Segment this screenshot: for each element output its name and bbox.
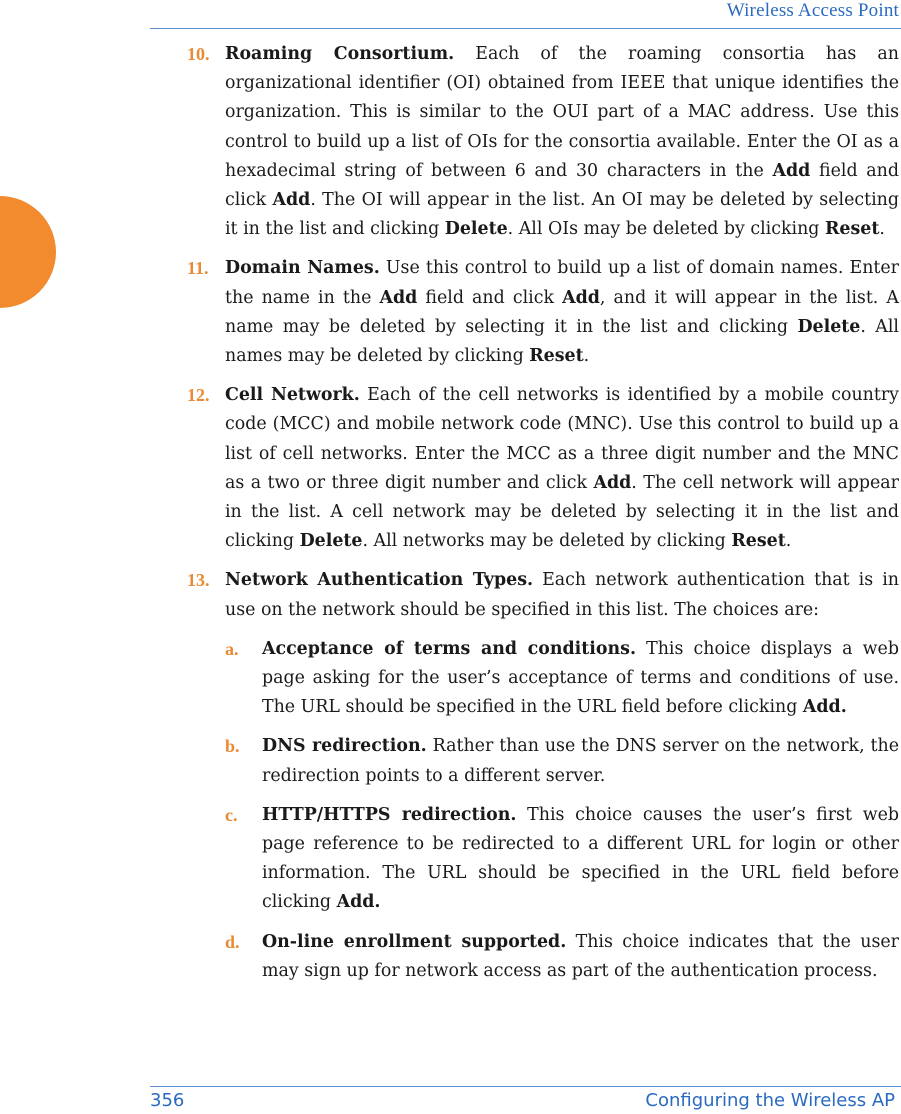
list-item [187,254,899,371]
sub-item-letter: d. [225,931,240,952]
running-header-title: Wireless Access Point [726,0,899,21]
sub-list-item [225,801,899,918]
list-item [187,381,899,556]
item-number: 10. [187,44,210,64]
text-run: field and click [417,287,563,308]
sub-item-paragraph [262,928,899,986]
text-run: Each network authentication that is in use on the network should be specified in this list. The choices are: [225,570,899,620]
sub-item-letter: b. [225,736,240,757]
bold-term: Acceptance of terms and conditions. [262,638,636,659]
bold-term: DNS redirection. [262,736,427,757]
sub-list-item [225,928,899,986]
bold-term: Roaming Consortium. [225,44,455,64]
bold-term: Domain Names. [225,258,380,279]
bold-term: Delete [444,219,508,240]
bold-term: Reset [824,219,880,240]
text-run: . [879,219,885,240]
text-run: Each of the roaming consortia has an organizational identifier (OI) obtained from IEEE that unique identifies the organization. This is similar to the OUI part of a MAC address. Use this control to build up a list of OIs for the consortia available. Enter the OI as a hexadecimal string of between 6 and 30 characters in the [225,44,899,181]
header-rule [150,28,901,29]
document-body [187,40,899,996]
bold-term: Add [272,190,311,211]
sub-item-paragraph [262,635,899,723]
list-item [187,566,899,986]
item-number: 13. [187,570,210,591]
bold-term: Add [772,160,811,181]
text-run: , and it will appear in the list. A name may be deleted by selecting it in the list and clicking [225,287,899,337]
sub-item-letter: c. [225,804,238,825]
text-run: . [583,346,590,367]
text-run: . All networks may be deleted by clicking [362,531,732,552]
text-run: Rather than use the DNS server on the network, the redirection points to a different server. [262,736,899,786]
text-run: This choice indicates that the user may sign up for network access as part of the authentication process. [262,931,899,981]
sub-item-letter: a. [225,638,239,659]
text-run: This choice displays a web page asking for the user’s acceptance of terms and conditions of use. The URL should be specified in the URL field before clicking [262,638,899,718]
bold-term: Add. [336,892,381,913]
bold-term: Add. [802,697,847,718]
item-paragraph [225,381,899,556]
bold-term: Add [593,472,632,493]
text-run: . [785,531,792,552]
list-item [187,40,899,244]
bold-term: Network Authentication Types. [225,570,534,591]
text-run: Use this control to build up a list of domain names. Enter the name in the [225,258,899,308]
text-run: This choice causes the user’s first web page reference to be redirected to a different URL for login or other information. The URL should be specified in the URL field before clicking [262,804,899,913]
item-number: 12. [187,385,210,406]
bold-term: Reset [731,531,786,552]
bold-term: Add [562,287,600,308]
sub-list [225,635,899,986]
text-run: . The cell network will appear in the list. A cell network may be deleted by selecting it in the list and clicking [225,472,899,552]
bold-term: Add [379,287,418,308]
bold-term: Cell Network. [225,385,360,406]
bold-term: On-line enrollment supported. [262,931,567,952]
chapter-tab-marker [0,196,56,308]
item-number: 11. [187,258,209,279]
bold-term: Reset [529,346,584,367]
bold-term: Delete [797,316,861,337]
text-run: Each of the cell networks is identified by a mobile country code (MCC) and mobile network code (MNC). Use this control to build up a list of cell networks. Enter the MCC as a three digit number and the MNC as a two or three digit number and click [225,385,899,493]
footer-section-title: Configuring the Wireless AP [645,1090,895,1111]
text-run: . The OI will appear in the list. An OI may be deleted by selecting it in the list and clicking [225,190,899,240]
page-number: 356 [150,1090,185,1111]
bold-term: HTTP/HTTPS redirection. [262,804,517,825]
sub-item-paragraph [262,801,899,918]
text-run: . All names may be deleted by clicking [225,316,899,367]
footer-rule [150,1086,901,1087]
item-paragraph [225,40,899,244]
sub-list-item [225,635,899,723]
item-paragraph [225,566,899,624]
text-run: . All OIs may be deleted by clicking [507,219,825,240]
sub-item-paragraph [262,732,899,790]
item-paragraph [225,254,899,371]
text-run: field and click [225,160,899,211]
bold-term: Delete [299,531,363,552]
sub-list-item [225,732,899,790]
